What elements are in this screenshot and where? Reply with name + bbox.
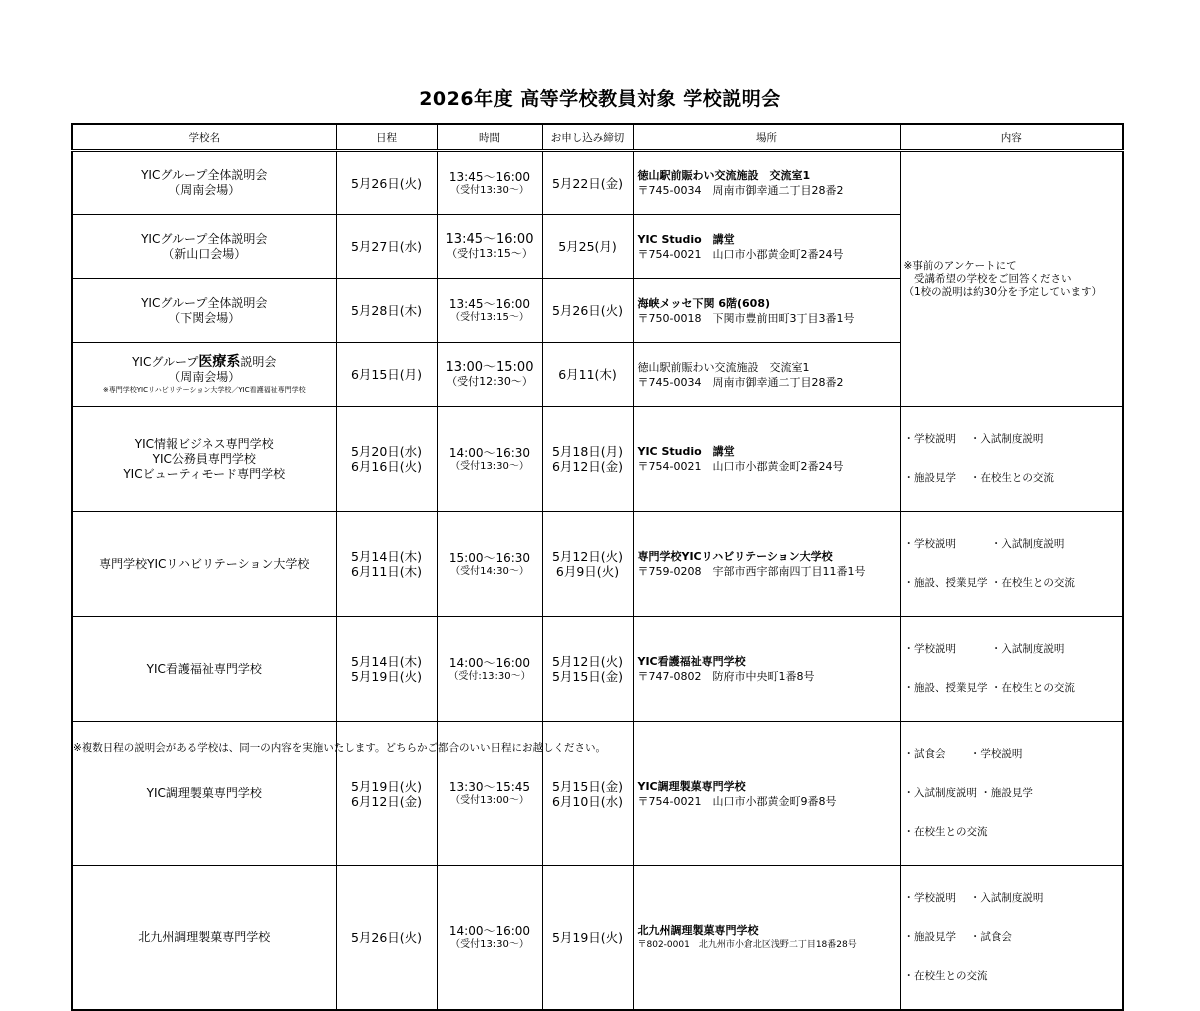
deadline: 6月11(木) xyxy=(558,367,617,382)
place-name: YIC看護福祉専門学校 xyxy=(637,655,746,668)
place-address: 〒750-0018 下関市豊前田町3丁目3番1号 xyxy=(637,311,855,325)
reception-time: （受付12:30～） xyxy=(446,375,533,388)
reception-time: （受付13:00～） xyxy=(450,795,529,806)
content-cell xyxy=(900,512,1123,617)
date: 6月11日(木) xyxy=(350,564,423,579)
deadline: 5月12日(火) xyxy=(551,654,624,669)
date-cell xyxy=(336,215,437,279)
reception-time: （受付13:15～） xyxy=(450,312,529,323)
time: 13:00～15:00 xyxy=(445,360,534,375)
table-row xyxy=(72,866,1123,1011)
deadline: 5月25(月) xyxy=(558,239,617,254)
school-cell xyxy=(72,866,336,1011)
reception-time: （受付13:30～） xyxy=(450,460,529,472)
school-prefix: YICグループ xyxy=(132,354,199,369)
date: 6月16日(火) xyxy=(350,459,423,474)
time-cell xyxy=(437,279,542,343)
header-date: 日程 xyxy=(336,124,437,151)
time: 13:45～16:00 xyxy=(445,232,534,247)
date: 6月15日(月) xyxy=(350,367,423,382)
date: 6月12日(金) xyxy=(350,793,423,809)
content-line: ・学校説明 ・入試制度説明 xyxy=(903,433,1044,445)
school-name: 専門学校YICリハビリテーション大学校 xyxy=(99,556,310,571)
school-name: YICグループ全体説明会 xyxy=(141,295,268,310)
date: 5月28日(木) xyxy=(350,303,423,318)
school-name: YIC調理製菓専門学校 xyxy=(146,786,262,800)
header-school: 学校名 xyxy=(72,124,336,151)
content-cell xyxy=(900,617,1123,722)
school-suffix: 説明会 xyxy=(240,354,277,369)
header-content: 内容 xyxy=(900,124,1123,151)
content-cell xyxy=(900,866,1123,1011)
place-address: 〒745-0034 周南市御幸通二丁目28番2 xyxy=(637,184,844,197)
header-place: 場所 xyxy=(633,124,900,151)
content-line: ・学校説明 ・入試制度説明 xyxy=(903,643,1065,655)
content-line: ・施設、授業見学 ・在校生との交流 xyxy=(903,682,1075,694)
place-name: 北九州調理製菓専門学校 xyxy=(637,923,759,937)
time: 13:45～16:00 xyxy=(448,169,531,184)
deadline-cell xyxy=(542,215,633,279)
place-cell xyxy=(633,512,900,617)
reception-time: （受付14:30～） xyxy=(450,565,529,577)
deadline: 6月10日(水) xyxy=(551,793,624,809)
place-name: 専門学校YICリハビリテーション大学校 xyxy=(637,550,833,563)
content-line: ・施設見学 ・在校生との交流 xyxy=(903,472,1054,484)
school-cell xyxy=(72,215,336,279)
deadline: 5月22日(金) xyxy=(551,175,624,191)
time-cell xyxy=(437,512,542,617)
place-cell xyxy=(633,343,900,407)
time-cell xyxy=(437,407,542,512)
school-name: YIC看護福祉専門学校 xyxy=(146,661,262,676)
date-cell xyxy=(336,151,437,215)
place-address: 〒754-0021 山口市小郡黄金町2番24号 xyxy=(637,247,844,261)
content-line: ・在校生との交流 xyxy=(903,970,988,982)
school-name: YICビューティモード専門学校 xyxy=(123,466,286,481)
school-cell xyxy=(72,279,336,343)
group-content-cell xyxy=(900,151,1123,407)
content-line: ・学校説明 ・入試制度説明 xyxy=(903,538,1065,550)
date: 5月20日(水) xyxy=(350,444,423,459)
deadline-cell xyxy=(542,151,633,215)
school-name xyxy=(73,355,336,370)
place-cell xyxy=(633,279,900,343)
deadline-cell xyxy=(542,866,633,1011)
table-row xyxy=(72,617,1123,722)
table-row xyxy=(72,151,1123,215)
school-name: 北九州調理製菓専門学校 xyxy=(138,930,271,944)
school-venue: （下関会場） xyxy=(168,310,241,325)
date: 5月26日(火) xyxy=(350,930,423,945)
place-address: 〒754-0021 山口市小郡黄金町2番24号 xyxy=(637,460,844,473)
table-row xyxy=(72,407,1123,512)
date: 5月27日(水) xyxy=(350,239,423,254)
content-line: ・試食会 ・学校説明 xyxy=(903,748,1023,760)
content-line: ・学校説明 ・入試制度説明 xyxy=(903,892,1044,904)
place-name: 海峡メッセ下関 6階(608) xyxy=(637,296,770,310)
time-cell xyxy=(437,215,542,279)
deadline: 5月19日(火) xyxy=(551,930,624,945)
footer-note: ※複数日程の説明会がある学校は、同一の内容を実施いたします。どちらかご都合のいい日程にお越しください。 xyxy=(73,742,606,754)
date-cell xyxy=(336,512,437,617)
place-address: 〒759-0208 宇部市西宇部南四丁目11番1号 xyxy=(637,565,866,578)
school-cell xyxy=(72,407,336,512)
school-name: YICグループ全体説明会 xyxy=(141,168,268,182)
reception-time: （受付13:30～） xyxy=(450,939,529,950)
place-cell xyxy=(633,215,900,279)
header-time: 時間 xyxy=(437,124,542,151)
content-line: （1校の説明は約30分を予定しています） xyxy=(903,285,1103,298)
time-cell xyxy=(437,343,542,407)
time: 14:00～16:30 xyxy=(448,445,531,460)
school-venue: （周南会場） xyxy=(168,369,241,384)
school-venue: （新山口会場） xyxy=(162,246,247,261)
date-cell xyxy=(336,617,437,722)
deadline: 6月9日(火) xyxy=(555,564,620,579)
reception-time: （受付13:30～） xyxy=(450,184,529,196)
page-title: 2026年度 高等学校教員対象 学校説明会 xyxy=(419,88,781,110)
school-emphasis: 医療系 xyxy=(198,353,241,370)
deadline: 6月12日(金) xyxy=(551,459,624,474)
content-line: ※事前のアンケートにて xyxy=(903,259,1017,272)
content-line: ・施設見学 ・試食会 xyxy=(903,931,1012,943)
content-line: ・在校生との交流 xyxy=(903,826,988,838)
table-row xyxy=(72,512,1123,617)
content-cell xyxy=(900,722,1123,866)
place-address: 〒745-0034 周南市御幸通二丁目28番2 xyxy=(637,375,844,389)
school-name: YIC公務員専門学校 xyxy=(152,451,256,466)
time-cell xyxy=(437,617,542,722)
school-cell xyxy=(72,617,336,722)
deadline-cell xyxy=(542,343,633,407)
time: 13:45～16:00 xyxy=(448,297,531,311)
school-note: ※専門学校YICリハビリテーション大学校／YIC看護福祉専門学校 xyxy=(102,385,306,394)
deadline-cell xyxy=(542,407,633,512)
school-cell xyxy=(72,343,336,407)
date: 5月19日(火) xyxy=(350,669,423,684)
content-line: ・施設、授業見学 ・在校生との交流 xyxy=(903,577,1075,589)
school-cell xyxy=(72,512,336,617)
date-cell xyxy=(336,279,437,343)
content-cell xyxy=(900,407,1123,512)
deadline: 5月15日(金) xyxy=(551,778,624,794)
time: 13:30～15:45 xyxy=(448,780,531,794)
content-line: 受講希望の学校をご回答ください xyxy=(903,272,1072,285)
place-address: 〒747-0802 防府市中央町1番8号 xyxy=(637,670,815,683)
date: 5月14日(木) xyxy=(350,549,423,564)
place-address: 〒802-0001 北九州市小倉北区浅野二丁目18番28号 xyxy=(637,939,857,950)
date: 5月14日(木) xyxy=(350,654,423,669)
school-name: YICグループ全体説明会 xyxy=(141,231,268,246)
place-cell xyxy=(633,866,900,1011)
deadline: 5月26日(火) xyxy=(551,303,624,318)
place-name: YIC調理製菓専門学校 xyxy=(637,779,746,793)
place-name: YIC Studio 講堂 xyxy=(637,445,735,458)
date: 5月19日(火) xyxy=(350,778,423,794)
school-name: YIC情報ビジネス専門学校 xyxy=(134,436,274,451)
place-name: 徳山駅前賑わい交流施設 交流室1 xyxy=(637,169,811,182)
reception-time: （受付13:15～） xyxy=(446,247,533,260)
place-name: YIC Studio 講堂 xyxy=(637,232,735,246)
date: 5月26日(火) xyxy=(350,175,423,191)
deadline-cell xyxy=(542,617,633,722)
time: 14:00～16:00 xyxy=(448,924,531,938)
date-cell xyxy=(336,343,437,407)
deadline: 5月18日(月) xyxy=(551,444,624,459)
reception-time: （受付:13:30～） xyxy=(448,670,531,682)
time: 14:00～16:00 xyxy=(448,655,531,670)
school-venue: （周南会場） xyxy=(168,183,241,197)
header-deadline: お申し込み締切 xyxy=(542,124,633,151)
place-address: 〒754-0021 山口市小郡黄金町9番8号 xyxy=(637,794,837,808)
schedule-table xyxy=(71,123,1124,1011)
place-name: 徳山駅前賑わい交流施設 交流室1 xyxy=(637,360,810,374)
date-cell xyxy=(336,866,437,1011)
school-cell xyxy=(72,151,336,215)
deadline-cell xyxy=(542,279,633,343)
header-row xyxy=(72,124,1123,151)
place-cell xyxy=(633,407,900,512)
deadline: 5月15日(金) xyxy=(551,669,624,684)
deadline: 5月12日(火) xyxy=(551,549,624,564)
time: 15:00～16:30 xyxy=(448,550,531,565)
place-cell xyxy=(633,617,900,722)
time-cell xyxy=(437,151,542,215)
time-cell xyxy=(437,866,542,1011)
place-cell xyxy=(633,722,900,866)
deadline-cell xyxy=(542,512,633,617)
date-cell xyxy=(336,407,437,512)
content-line: ・入試制度説明 ・施設見学 xyxy=(903,787,1033,799)
place-cell xyxy=(633,151,900,215)
